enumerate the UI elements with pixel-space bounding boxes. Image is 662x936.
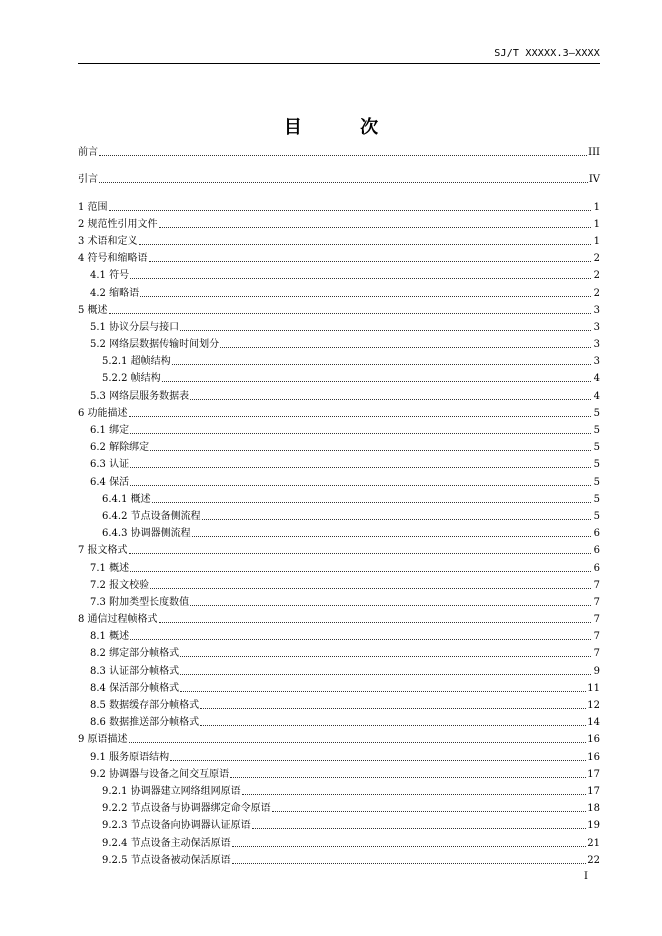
toc-entry[interactable] — [78, 712, 600, 729]
toc-entry[interactable] — [78, 489, 600, 506]
toc-entry[interactable] — [78, 798, 600, 815]
toc-entry-label: 9.1 服务原语结构 — [90, 751, 170, 763]
dot-leader — [272, 811, 587, 812]
toc-entry[interactable] — [78, 282, 600, 299]
dot-leader — [180, 674, 591, 675]
toc-entry[interactable] — [78, 368, 600, 385]
toc-entry[interactable] — [78, 231, 600, 248]
toc-entry[interactable] — [78, 660, 600, 677]
header-rule — [78, 63, 600, 64]
dot-leader — [130, 571, 591, 572]
dot-leader — [230, 777, 586, 778]
toc-entry-label: 5.1 协议分层与接口 — [90, 321, 180, 333]
toc-entry-page: 14 — [587, 717, 600, 729]
toc-entry-label: 8.4 保活部分帧格式 — [90, 682, 180, 694]
dot-leader — [192, 536, 591, 537]
toc-entry[interactable] — [78, 575, 600, 592]
toc-entry-label: 5.2 网络层数据传输时间划分 — [90, 339, 220, 351]
table-of-contents — [78, 142, 600, 867]
toc-entry-page: 6 — [593, 562, 600, 574]
toc-entry[interactable] — [78, 317, 600, 334]
toc-entry[interactable] — [78, 196, 600, 213]
toc-entry-page: 17 — [587, 785, 600, 797]
dot-leader — [190, 605, 591, 606]
toc-entry[interactable] — [78, 334, 600, 351]
toc-entry-page: 18 — [587, 803, 600, 815]
toc-entry[interactable] — [78, 540, 600, 557]
dot-leader — [159, 622, 591, 623]
toc-entry-label: 前言 — [78, 147, 98, 159]
toc-entry-label: 8.1 概述 — [90, 631, 130, 643]
toc-entry-page: 5 — [593, 459, 600, 471]
toc-entry-label: 8 通信过程帧格式 — [78, 614, 158, 626]
toc-entry-page: 3 — [593, 321, 600, 333]
dot-leader — [130, 639, 591, 640]
toc-entry-page: 4 — [593, 373, 600, 385]
toc-entry-label: 8.3 认证部分帧格式 — [90, 665, 180, 677]
toc-entry[interactable] — [78, 557, 600, 574]
dot-leader — [129, 416, 591, 417]
toc-entry-page: 6 — [593, 528, 600, 540]
toc-entry-page: 17 — [587, 768, 600, 780]
toc-entry-page: 2 — [593, 287, 600, 299]
toc-entry-label: 4.1 符号 — [90, 270, 130, 282]
toc-entry[interactable] — [78, 265, 600, 282]
toc-entry-page: 1 — [593, 235, 600, 247]
toc-entry-label: 4.2 缩略语 — [90, 287, 140, 299]
toc-entry-page: 5 — [593, 493, 600, 505]
toc-entry[interactable] — [78, 729, 600, 746]
toc-entry-page: 6 — [593, 545, 600, 557]
toc-entry[interactable] — [78, 351, 600, 368]
dot-leader — [152, 502, 591, 503]
toc-entry[interactable] — [78, 781, 600, 798]
toc-entry-page: 2 — [593, 253, 600, 265]
toc-entry-label: 8.5 数据缓存部分帧格式 — [90, 700, 200, 711]
toc-entry-page: 16 — [587, 751, 600, 763]
toc-entry-label: 6 功能描述 — [78, 407, 128, 419]
toc-entry-label: 6.4.1 概述 — [102, 493, 151, 505]
toc-entry-label: 9.2.4 节点设备主动保活原语 — [102, 837, 231, 849]
dot-leader — [180, 656, 591, 657]
dot-leader — [150, 450, 591, 451]
toc-entry[interactable] — [78, 764, 600, 781]
toc-entry-label: 9 原语描述 — [78, 734, 128, 746]
document-number: SJ/T XXXXX.3—XXXX — [494, 48, 600, 59]
toc-entry-label: 6.4.3 协调器侧流程 — [102, 528, 191, 540]
toc-entry[interactable] — [78, 506, 600, 523]
dot-leader — [140, 296, 591, 297]
dot-leader — [109, 313, 591, 314]
toc-entry-page: 16 — [587, 734, 600, 746]
toc-entry-page: 5 — [593, 442, 600, 454]
toc-entry-label: 6.4.2 节点设备侧流程 — [102, 510, 201, 522]
toc-entry[interactable] — [78, 592, 600, 609]
toc-entry-label: 5.2.2 帧结构 — [102, 373, 161, 385]
toc-entry-label: 5.2.1 超帧结构 — [102, 356, 171, 368]
dot-leader — [190, 399, 591, 400]
dot-leader — [202, 519, 591, 520]
toc-entry-label: 9.2.5 节点设备被动保活原语 — [102, 854, 231, 866]
dot-leader — [159, 227, 591, 228]
toc-entry-page: 7 — [593, 648, 600, 660]
toc-entry[interactable] — [78, 420, 600, 437]
toc-entry-label: 引言 — [78, 174, 98, 186]
toc-entry-page: 3 — [593, 339, 600, 351]
dot-leader — [232, 863, 587, 864]
dot-leader — [109, 210, 591, 211]
toc-entry-page: 1 — [593, 201, 600, 213]
toc-entry[interactable] — [78, 437, 600, 454]
dot-leader — [220, 347, 591, 348]
toc-entry-page: 3 — [593, 356, 600, 368]
toc-entry[interactable] — [78, 695, 600, 712]
dot-leader — [129, 742, 587, 743]
toc-entry-page: 5 — [593, 407, 600, 419]
toc-entry-page: 7 — [593, 614, 600, 626]
dot-leader — [130, 278, 591, 279]
toc-entry-page: 5 — [593, 476, 600, 488]
dot-leader — [99, 182, 588, 183]
dot-leader — [172, 364, 591, 365]
toc-entry[interactable] — [78, 385, 600, 402]
toc-entry-page: 5 — [593, 425, 600, 436]
dot-leader — [232, 846, 587, 847]
dot-leader — [180, 691, 586, 692]
toc-entry-label: 9.2 协调器与设备之间交互原语 — [90, 768, 230, 780]
dot-leader — [149, 261, 591, 262]
toc-entry-page: 7 — [593, 631, 600, 643]
dot-leader — [170, 760, 586, 761]
toc-entry[interactable] — [78, 850, 600, 867]
toc-entry-label: 2 规范性引用文件 — [78, 218, 158, 230]
toc-entry[interactable] — [78, 248, 600, 265]
toc-entry[interactable] — [78, 471, 600, 488]
toc-entry[interactable] — [78, 815, 600, 832]
dot-leader — [252, 828, 587, 829]
toc-entry-page: 4 — [593, 390, 600, 402]
toc-entry[interactable] — [78, 300, 600, 317]
toc-entry-page: 7 — [593, 579, 600, 591]
dot-leader — [162, 381, 591, 382]
toc-entry-label: 5.3 网络层服务数据表 — [90, 390, 190, 402]
toc-entry[interactable] — [78, 454, 600, 471]
toc-entry-label: 4 符号和缩略语 — [78, 253, 148, 265]
dot-leader — [130, 433, 591, 434]
toc-entry-label: 7.3 附加类型长度数值 — [90, 596, 190, 608]
toc-entry-page: III — [588, 147, 600, 159]
toc-entry-page: 12 — [587, 700, 600, 711]
toc-entry-page: 19 — [587, 820, 600, 832]
toc-entry-label: 9.2.1 协调器建立网络组网原语 — [102, 785, 241, 797]
toc-entry[interactable] — [78, 142, 600, 159]
dot-leader — [129, 553, 591, 554]
toc-entry[interactable] — [78, 609, 600, 626]
toc-entry-label: 7 报文格式 — [78, 545, 128, 557]
toc-entry[interactable] — [78, 678, 600, 695]
toc-entry-label: 6.2 解除绑定 — [90, 442, 150, 454]
toc-entry[interactable] — [78, 523, 600, 540]
toc-entry-label: 7.1 概述 — [90, 562, 130, 574]
toc-entry-label: 5 概述 — [78, 304, 108, 316]
toc-entry-label: 9.2.3 节点设备向协调器认证原语 — [102, 820, 251, 832]
toc-entry-page: 3 — [593, 304, 600, 316]
footer-page-number: I — [584, 871, 588, 882]
toc-entry-page: IV — [588, 174, 600, 186]
toc-entry-label: 1 范围 — [78, 201, 108, 213]
toc-entry-label: 6.1 绑定 — [90, 425, 130, 436]
dot-leader — [150, 588, 591, 589]
toc-entry[interactable] — [78, 214, 600, 231]
toc-entry[interactable] — [78, 643, 600, 660]
toc-entry[interactable] — [78, 832, 600, 849]
dot-leader — [130, 485, 591, 486]
toc-entry-label: 6.4 保活 — [90, 476, 130, 488]
dot-leader — [200, 708, 586, 709]
toc-entry-page: 7 — [593, 596, 600, 608]
dot-leader — [242, 794, 587, 795]
toc-entry-page: 1 — [593, 218, 600, 230]
dot-leader — [99, 155, 587, 156]
toc-entry-label: 6.3 认证 — [90, 459, 130, 471]
toc-entry-page: 11 — [587, 682, 600, 694]
toc-entry-page: 21 — [587, 837, 600, 849]
toc-entry[interactable] — [78, 746, 600, 763]
toc-entry[interactable] — [78, 403, 600, 420]
toc-entry-page: 22 — [587, 854, 600, 866]
toc-entry-page: 9 — [593, 665, 600, 677]
dot-leader — [139, 244, 591, 245]
toc-entry[interactable] — [78, 626, 600, 643]
dot-leader — [200, 725, 586, 726]
toc-entry-label: 9.2.2 节点设备与协调器绑定命令原语 — [102, 803, 271, 815]
toc-entry-page: 5 — [593, 510, 600, 522]
dot-leader — [180, 330, 591, 331]
toc-entry-label: 7.2 报文校验 — [90, 579, 150, 591]
toc-entry-label: 3 术语和定义 — [78, 235, 138, 247]
toc-entry-label: 8.2 绑定部分帧格式 — [90, 648, 180, 660]
toc-entry-label: 8.6 数据推送部分帧格式 — [90, 717, 200, 729]
toc-entry-page: 2 — [593, 270, 600, 282]
toc-entry[interactable] — [78, 169, 600, 186]
dot-leader — [130, 467, 591, 468]
page-title: 目 次 — [283, 117, 405, 138]
